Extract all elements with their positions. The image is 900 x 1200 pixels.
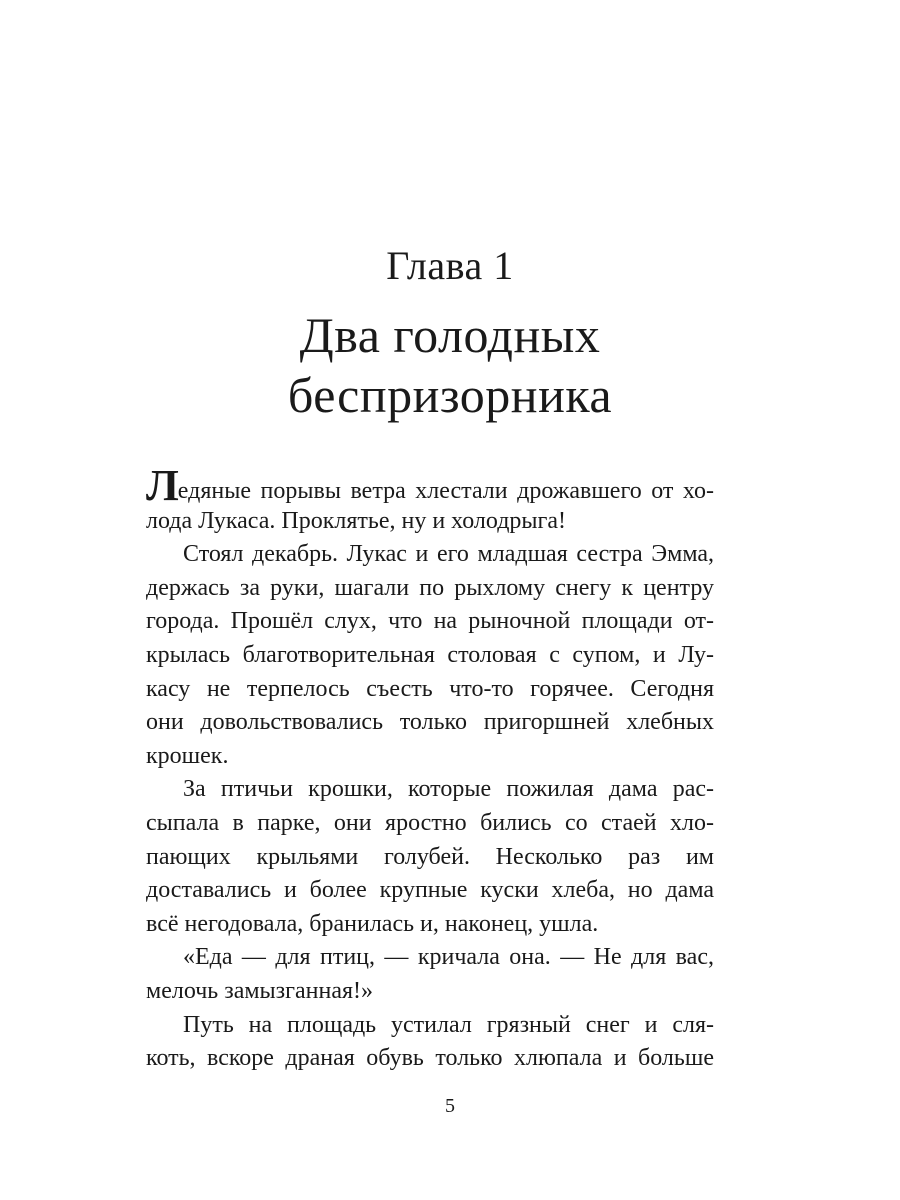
text-line: Путь на площадь устилал грязный снег и сля- (183, 1011, 714, 1038)
text-line-content: едяные порывы ветра хлестали дрожавшего от хо- (177, 478, 714, 504)
drop-cap-letter: Л (146, 461, 178, 510)
text-line: они довольствовались только пригоршней хлебных (146, 709, 714, 736)
text-line: крошек. (146, 742, 229, 769)
text-line: доставались и более крупные куски хлеба, но дама (146, 877, 714, 904)
chapter-title-line: беспризорника (287, 367, 613, 423)
text-line: За птичьи крошки, которые пожилая дама рас- (183, 776, 714, 803)
text-line: держась за руки, шагали по рыхлому снегу к центру (146, 574, 714, 601)
text-line: лода Лукаса. Проклятье, ну и холодрыга! (146, 507, 567, 534)
chapter-title (0, 305, 900, 425)
text-line: Стоял декабрь. Лукас и его младшая сестра Эмма, (183, 541, 714, 568)
page-number: 5 (445, 1095, 455, 1117)
text-line (146, 461, 714, 510)
text-line: пающих крыльями голубей. Несколько раз им (146, 843, 714, 870)
text-line: сыпала в парке, они яростно бились со стаей хло- (146, 809, 714, 836)
text-line: крылась благотворительная столовая с супом, и Лу- (146, 641, 714, 668)
text-line: «Еда — для птиц, — кричала она. — Не для вас, (183, 944, 714, 971)
text-line: мелочь замызганная!» (146, 977, 374, 1004)
body-text (146, 461, 714, 1076)
chapter-title-line: Два голодных (299, 307, 601, 363)
chapter-number: Глава 1 (386, 243, 514, 288)
text-line: всё негодовала, бранилась и, наконец, ушла. (146, 910, 599, 937)
text-line: города. Прошёл слух, что на рыночной площади от- (146, 608, 714, 635)
text-line: коть, вскоре драная обувь только хлюпала и больше (146, 1045, 714, 1072)
text-line: касу не терпелось съесть что-то горячее. Сегодня (146, 675, 714, 702)
